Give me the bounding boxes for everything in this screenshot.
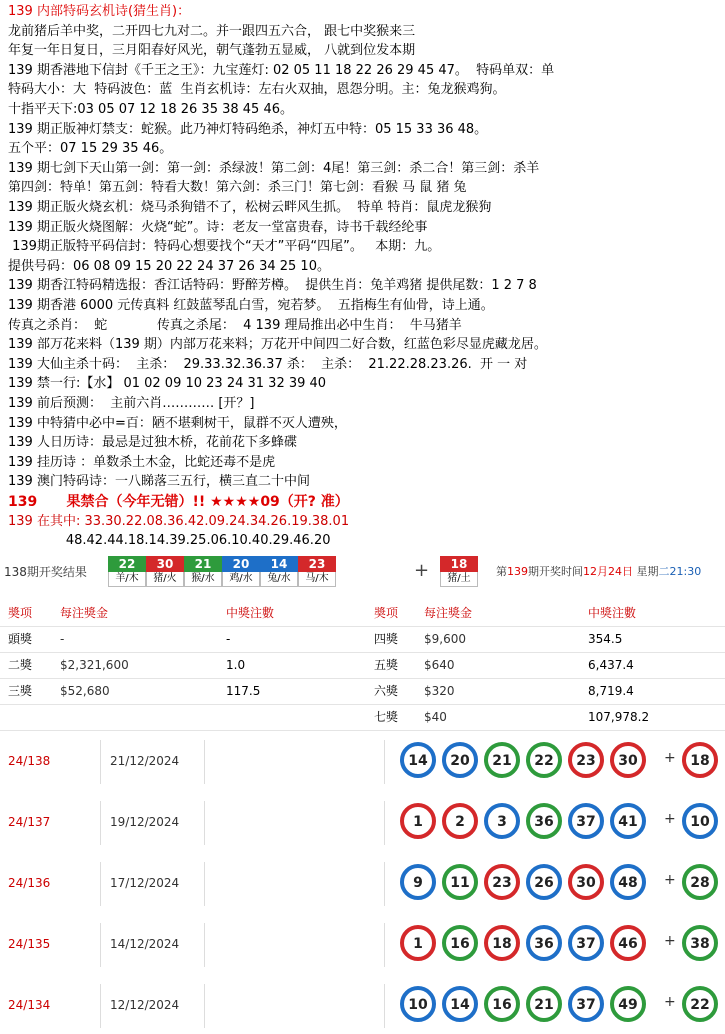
column-divider <box>204 984 205 1028</box>
draw-number-chip <box>260 556 298 588</box>
lottery-ball: 1 <box>400 803 436 839</box>
prize-header: 每注獎金 <box>424 606 473 620</box>
lottery-ball: 37 <box>568 925 604 961</box>
prize-cell: - <box>226 632 231 646</box>
draw-number-chip <box>146 556 184 588</box>
prize-cell: 頭獎 <box>8 632 33 646</box>
prize-header: 中獎注數 <box>588 606 637 620</box>
lottery-ball: 22 <box>526 742 562 778</box>
draw-number-chip <box>184 556 222 588</box>
lottery-ball: 16 <box>442 925 478 961</box>
lottery-ball: 37 <box>568 803 604 839</box>
column-divider <box>204 862 205 906</box>
prize-cell: 117.5 <box>226 684 261 698</box>
draw-number-chip <box>222 556 260 588</box>
text-line: 48.42.44.18.14.39.25.06.10.40.29.46.20 <box>8 533 331 549</box>
column-divider <box>384 984 385 1028</box>
plus-sign: + <box>664 994 676 1010</box>
column-divider <box>384 801 385 845</box>
history-date: 17/12/2024 <box>110 876 180 890</box>
draw-number: 22 <box>108 556 146 572</box>
lottery-ball: 37 <box>568 986 604 1022</box>
text-line: 139 中特猜中必中=百：陋不堪剩树干，鼠群不灭人遭殃， <box>8 415 347 431</box>
special-ball: 22 <box>682 986 718 1022</box>
text-line: 特码大小：大 特码波色：蓝 生肖玄机诗：左右火双抽，恩怨分明。主：兔龙猴鸡狗。 <box>8 82 506 98</box>
column-divider <box>204 801 205 845</box>
prize-cell: 1.0 <box>226 658 246 672</box>
history-row <box>0 915 725 973</box>
draw-number: 20 <box>222 556 260 572</box>
lottery-ball: 21 <box>526 986 562 1022</box>
text-line: 139 前后预测： 主前六肖………… [开？] <box>8 396 255 411</box>
text-line: 139 部万花来料（139 期）内部万花来料；万花开中间四二好合数，红蓝色彩尽显虎藏龙居。 <box>8 337 547 353</box>
prize-cell: 8,719.4 <box>588 684 634 698</box>
lottery-ball: 21 <box>484 742 520 778</box>
prize-cell: 6,437.4 <box>588 658 634 672</box>
zodiac-element-label: 羊/木 <box>108 572 146 587</box>
lottery-ball: 23 <box>484 864 520 900</box>
special-ball: 10 <box>682 803 718 839</box>
prize-header: 奬项 <box>374 606 399 620</box>
column-divider <box>100 801 101 845</box>
lottery-ball: 9 <box>400 864 436 900</box>
text-line: 第四剑：特单！第五剑：特看大数！第六剑：杀三门！第七剑：看猴 马 鼠 猪 兔 <box>8 180 467 196</box>
zodiac-element-label: 鸡/水 <box>222 572 260 587</box>
lottery-ball: 3 <box>484 803 520 839</box>
column-divider <box>384 862 385 906</box>
column-divider <box>100 862 101 906</box>
prize-cell: 五獎 <box>374 658 399 672</box>
text-line: 五个平：07 15 29 35 46。 <box>8 141 173 157</box>
text-line: 139 期香江特码精选报：香江话特码：野醉芳樽。 提供生肖：兔羊鸡猪 提供尾数：1 2 7 8 <box>8 278 537 294</box>
lottery-ball: 26 <box>526 864 562 900</box>
prize-cell: 四獎 <box>374 632 399 646</box>
prize-header: 中獎注數 <box>226 606 275 620</box>
prize-cell: $320 <box>424 684 455 698</box>
special-ball: 18 <box>682 742 718 778</box>
text-line: 139 人日历诗：最忌是过独木桥，花前花下多蜂碟 <box>8 435 297 451</box>
history-issue: 24/135 <box>8 937 51 951</box>
draw-number: 23 <box>298 556 336 572</box>
draw-number-chip <box>298 556 336 588</box>
text-line: 139 果禁合（今年无错）!! ★★★★09（开? 准） <box>8 494 349 510</box>
text-line: 139 挂历诗 ：单数杀土木金，比蛇还毒不是虎 <box>8 454 276 470</box>
zodiac-element-label: 猴/水 <box>184 572 222 587</box>
history-issue: 24/134 <box>8 998 51 1012</box>
draw-result-bar <box>0 552 725 592</box>
draw-time-info: 第139期开奖时间12月24日 星期二21:30 <box>496 565 702 578</box>
prize-cell: $9,600 <box>424 632 466 646</box>
prize-cell: $640 <box>424 658 455 672</box>
history-issue: 24/136 <box>8 876 51 890</box>
lottery-ball: 46 <box>610 925 646 961</box>
text-line: 提供号码：06 08 09 15 20 22 24 37 26 34 25 10。 <box>8 258 330 274</box>
text-line: 139 在其中: 33.30.22.08.36.42.09.24.34.26.19.38.01 <box>8 513 350 529</box>
special-ball: 28 <box>682 864 718 900</box>
lottery-ball: 10 <box>400 986 436 1022</box>
prize-header: 奬项 <box>8 606 33 620</box>
column-divider <box>384 923 385 967</box>
history-row <box>0 793 725 851</box>
zodiac-element-label: 猪/火 <box>146 572 184 587</box>
draw-history-list <box>0 732 725 1032</box>
column-divider <box>100 984 101 1028</box>
plus-sign: + <box>414 560 430 581</box>
text-line: 龙前猪后羊中奖，二开四七九对二。并一跟四五六合， 跟七中奖猴来三 <box>8 23 416 39</box>
text-line: 年复一年日复日，三月阳春好风光，朝气蓬勃五显威， 八就到位发本期 <box>8 43 416 59</box>
lottery-ball: 41 <box>610 803 646 839</box>
zodiac-element-label: 兔/水 <box>260 572 298 587</box>
text-line: 139 期七剑下天山第一剑：第一剑：杀绿波！第二剑：4尾！第三剑：杀二合！第三剑：杀羊 <box>8 160 540 176</box>
lottery-ball: 2 <box>442 803 478 839</box>
text-line: 139 澳门特码诗：一八睇落三五行，横三直二十中间 <box>8 474 310 490</box>
lottery-ball: 1 <box>400 925 436 961</box>
text-line: 139 期正版火烧玄机：烧马杀狗错不了，松树云畔风生抓。 特单 特肖：鼠虎龙猴狗 <box>8 200 492 215</box>
history-date: 21/12/2024 <box>110 754 180 768</box>
draw-number: 30 <box>146 556 184 572</box>
lottery-ball: 18 <box>484 925 520 961</box>
history-issue: 24/137 <box>8 815 51 829</box>
plus-sign: + <box>664 750 676 766</box>
text-line: 139 期香港地下信封《千王之王》：九宝莲灯: 02 05 11 18 22 26 29 45 47。 特码单双：单 <box>8 62 555 78</box>
text-line: 139 期正版火烧图解：火烧“蛇”。诗：老友一堂富贵春，诗书千载经纶事 <box>8 219 428 235</box>
lottery-ball: 49 <box>610 986 646 1022</box>
history-row <box>0 732 725 790</box>
draw-number: 18 <box>440 556 478 572</box>
prize-header: 每注獎金 <box>60 606 109 620</box>
lottery-ball: 14 <box>442 986 478 1022</box>
text-line: 十指平天下:03 05 07 12 18 26 35 38 45 46。 <box>8 102 293 117</box>
prize-cell: 354.5 <box>588 632 623 646</box>
column-divider <box>204 740 205 784</box>
plus-sign: + <box>664 811 676 827</box>
text-line: 139 期正版神灯禁支：蛇猴。此乃神灯特码绝杀，神灯五中特：05 15 33 36 48。 <box>8 121 488 137</box>
text-line: 139期正版特平码信封：特码心想要找个“天才”平码“四尾”。 本期：九。 <box>8 239 441 255</box>
history-date: 12/12/2024 <box>110 998 180 1012</box>
zodiac-element-label: 猪/土 <box>440 572 478 587</box>
lottery-ball: 11 <box>442 864 478 900</box>
text-line: 139 内部特码玄机诗(猜生肖)： <box>8 4 191 19</box>
draw-result-label: 138期开奖结果 <box>4 565 87 579</box>
draw-number: 14 <box>260 556 298 572</box>
prize-cell: $2,321,600 <box>60 658 129 672</box>
column-divider <box>100 740 101 784</box>
prize-cell: 三獎 <box>8 684 33 698</box>
prize-table <box>0 600 725 730</box>
draw-number: 21 <box>184 556 222 572</box>
lottery-ball: 14 <box>400 742 436 778</box>
text-line: 139 禁一行:【水】 01 02 09 10 23 24 31 32 39 40 <box>8 376 327 392</box>
history-row <box>0 854 725 912</box>
lottery-ball: 20 <box>442 742 478 778</box>
history-date: 19/12/2024 <box>110 815 180 829</box>
history-date: 14/12/2024 <box>110 937 180 951</box>
draw-number-chip <box>440 556 478 588</box>
prize-cell: 107,978.2 <box>588 710 650 724</box>
text-line: 139 期香港 6000 元传真料 红鼓蓝琴乱白雪，宛若梦。 五指梅生有仙骨，诗上通。 <box>8 298 494 313</box>
lottery-ball: 36 <box>526 803 562 839</box>
column-divider <box>384 740 385 784</box>
zodiac-element-label: 马/木 <box>298 572 336 587</box>
text-line: 139 大仙主杀十码： 主杀： 29.33.32.36.37 杀： 主杀： 21.22.28.23.26. 开 一 对 <box>8 356 528 372</box>
lottery-ball: 23 <box>568 742 604 778</box>
prize-cell: $40 <box>424 710 447 724</box>
column-divider <box>204 923 205 967</box>
prize-cell: 六獎 <box>374 684 399 698</box>
row-divider <box>0 730 725 731</box>
draw-number-chip <box>108 556 146 588</box>
prize-cell: - <box>60 632 65 646</box>
lottery-ball: 16 <box>484 986 520 1022</box>
special-ball: 38 <box>682 925 718 961</box>
plus-sign: + <box>664 933 676 949</box>
lottery-ball: 30 <box>568 864 604 900</box>
plus-sign: + <box>664 872 676 888</box>
lottery-ball: 30 <box>610 742 646 778</box>
history-row <box>0 976 725 1034</box>
prize-cell: $52,680 <box>60 684 110 698</box>
history-issue: 24/138 <box>8 754 51 768</box>
prize-cell: 二獎 <box>8 658 33 672</box>
lottery-ball: 48 <box>610 864 646 900</box>
prize-cell: 七獎 <box>374 710 399 724</box>
text-line: 传真之杀肖： 蛇 传真之杀尾： 4 139 理局推出必中生肖： 牛马猪羊 <box>8 317 462 333</box>
column-divider <box>100 923 101 967</box>
lottery-ball: 36 <box>526 925 562 961</box>
